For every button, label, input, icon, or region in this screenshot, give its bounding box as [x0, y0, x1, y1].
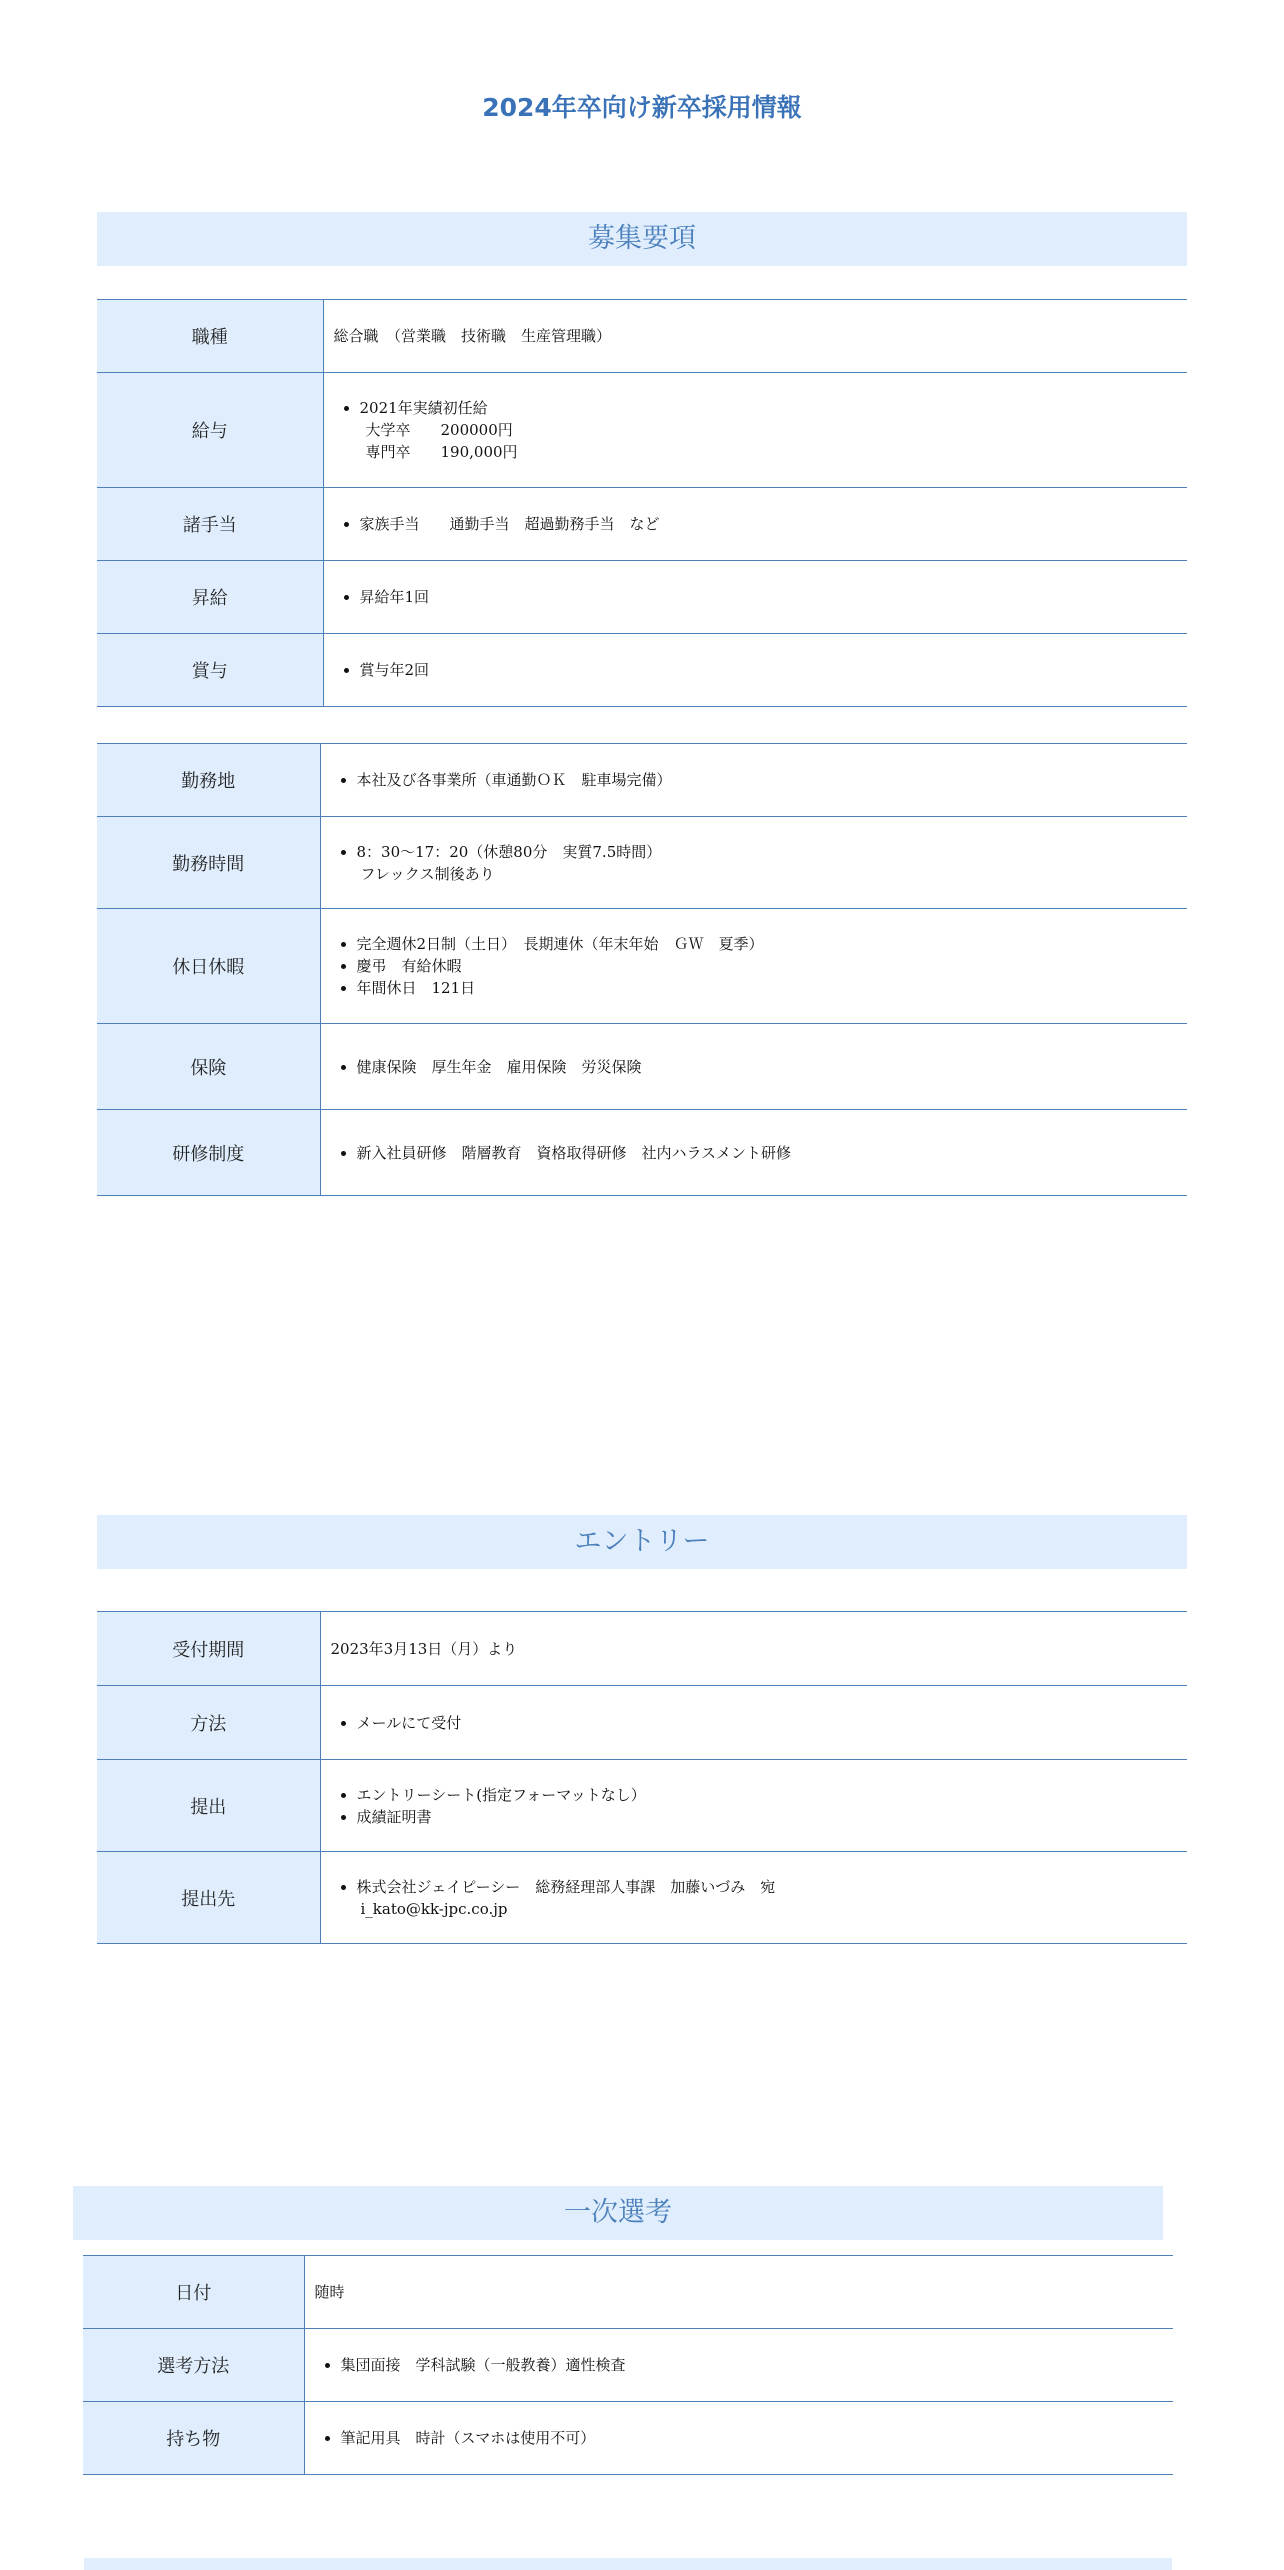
row-label: 提出	[97, 1760, 320, 1852]
row-value	[323, 561, 1187, 634]
table-row	[83, 2402, 1173, 2475]
row-label: 休日休暇	[97, 909, 320, 1024]
recruit-table-conditions	[97, 743, 1187, 1196]
list-item: • メールにて受付	[357, 1712, 1188, 1734]
row-label: 提出先	[97, 1852, 320, 1944]
row-value	[320, 1852, 1187, 1944]
row-value	[320, 909, 1187, 1024]
list-item: • 完全週休2日制（土日） 長期連休（年末年始 ＧＷ 夏季）	[357, 933, 1188, 955]
email-address: i_kato@kk-jpc.co.jp	[360, 1899, 508, 1918]
row-label: 勤務時間	[97, 817, 320, 909]
row-value	[320, 1110, 1187, 1196]
table-row	[97, 1686, 1187, 1760]
row-label: 保険	[97, 1024, 320, 1110]
row-label: 受付期間	[97, 1612, 320, 1686]
row-label: 日付	[83, 2256, 304, 2329]
row-value	[320, 1760, 1187, 1852]
list-item: • 慶弔 有給休暇	[357, 955, 1188, 977]
list-item: • 株式会社ジェイピーシー 総務経理部人事課 加藤いづみ 宛	[357, 1876, 1188, 1898]
row-label: 方法	[97, 1686, 320, 1760]
row-label: 賞与	[97, 634, 323, 707]
table-row	[97, 909, 1187, 1024]
row-label: 諸手当	[97, 488, 323, 561]
list-item: • 筆記用具 時計（スマホは使用不可）	[341, 2427, 1174, 2449]
row-label: 持ち物	[83, 2402, 304, 2475]
row-label: 給与	[97, 373, 323, 488]
table-row	[97, 744, 1187, 817]
value-text: 総合職 （営業職 技術職 生産管理職）	[333, 327, 612, 345]
list-item: • エントリーシート(指定フォーマットなし）	[357, 1784, 1188, 1806]
value-subline: フレックス制後あり	[360, 864, 495, 883]
row-label: 選考方法	[83, 2329, 304, 2402]
list-item: • 集団面接 学科試験（一般教養）適性検査	[341, 2354, 1174, 2376]
value-text: 2023年3月13日（月）より	[330, 1639, 518, 1658]
row-value	[323, 300, 1187, 373]
value-subline: 大学卒 200000円	[365, 421, 513, 439]
table-row	[97, 488, 1187, 561]
table-row	[83, 2329, 1173, 2402]
row-label: 研修制度	[97, 1110, 320, 1196]
list-item: • 8：30～17：20（休憩80分 実質7.5時間）	[357, 841, 1188, 863]
list-item: • 本社及び各事業所（車通勤ＯＫ 駐車場完備）	[357, 769, 1188, 791]
table-row	[97, 300, 1187, 373]
row-value	[323, 634, 1187, 707]
next-section-band	[84, 2558, 1172, 2570]
list-item: • 健康保険 厚生年金 雇用保険 労災保険	[357, 1056, 1188, 1078]
table-row	[97, 634, 1187, 707]
first-selection-table	[83, 2255, 1173, 2475]
row-value	[320, 1612, 1187, 1686]
section-heading-entry: エントリー	[97, 1515, 1187, 1569]
table-row	[97, 1612, 1187, 1686]
list-item: • 賞与年2回	[360, 659, 1188, 681]
table-row	[97, 561, 1187, 634]
value-subline: 専門卒 190,000円	[365, 443, 518, 461]
table-row	[97, 1110, 1187, 1196]
row-value	[320, 1024, 1187, 1110]
row-value	[320, 1686, 1187, 1760]
row-label: 職種	[97, 300, 323, 373]
list-item: • 新入社員研修 階層教育 資格取得研修 社内ハラスメント研修	[357, 1142, 1188, 1164]
row-value	[323, 373, 1187, 488]
list-item: • 2021年実績初任給	[360, 397, 1188, 419]
list-item: • 成績証明書	[357, 1806, 1188, 1828]
table-row	[97, 373, 1187, 488]
entry-table	[97, 1611, 1187, 1944]
row-value	[304, 2329, 1173, 2402]
list-item: • 昇給年1回	[360, 586, 1188, 608]
list-item: • 家族手当 通勤手当 超過勤務手当 など	[360, 513, 1188, 535]
row-value	[304, 2402, 1173, 2475]
row-value	[320, 744, 1187, 817]
row-label: 昇給	[97, 561, 323, 634]
row-value	[304, 2256, 1173, 2329]
recruit-table-compensation	[97, 299, 1187, 707]
section-heading-recruit: 募集要項	[97, 212, 1187, 266]
page-title: 2024年卒向け新卒採用情報	[482, 93, 802, 122]
row-value	[320, 817, 1187, 909]
table-row	[97, 1760, 1187, 1852]
list-item: • 年間休日 121日	[357, 977, 1188, 999]
table-row	[97, 1852, 1187, 1944]
table-row	[83, 2256, 1173, 2329]
table-row	[97, 1024, 1187, 1110]
value-text: 随時	[314, 2283, 345, 2301]
table-row	[97, 817, 1187, 909]
row-value	[323, 488, 1187, 561]
row-label: 勤務地	[97, 744, 320, 817]
section-heading-first-selection: 一次選考	[73, 2186, 1163, 2240]
